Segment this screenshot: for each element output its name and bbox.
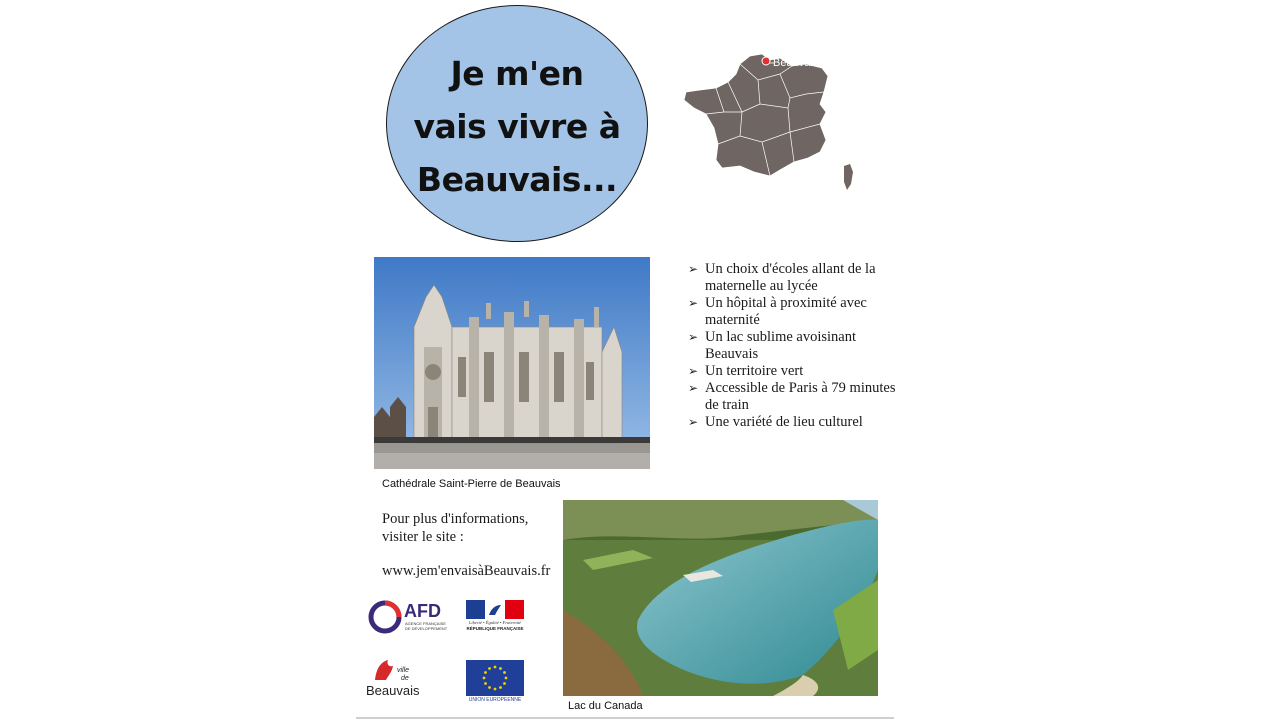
list-item: ➢ Un territoire vert (688, 363, 804, 379)
list-item: ➢ Un choix d'écoles allant de la maternelle au lycée (688, 261, 876, 294)
afd-ring-icon (367, 599, 403, 635)
republique-name: RÉPUBLIQUE FRANÇAISE (466, 626, 524, 631)
list-item: ➢ Une variété de lieu culturel (688, 414, 863, 430)
features-list (688, 261, 898, 431)
info-block (382, 510, 552, 580)
ville-name: Beauvais (366, 683, 420, 698)
lake-caption: Lac du Canada (568, 700, 643, 712)
title-line-1: Je m'en (450, 54, 584, 93)
eu-name: UNION EUROPEENNE (468, 697, 522, 703)
list-item: ➢ Un lac sublime avoisinant Beauvais (688, 329, 857, 362)
france-map (680, 50, 860, 200)
map-city-label: Beauvais (773, 57, 819, 69)
list-item: ➢ Un hôpital à proximité avec maternité (688, 295, 867, 328)
ville-de-beauvais-logo (366, 658, 422, 700)
beauvais-location-marker (762, 57, 770, 65)
cathedral-photo (374, 257, 650, 469)
arrow-bullet-icon: ➢ (688, 381, 699, 395)
arrow-bullet-icon: ➢ (688, 415, 699, 429)
bottom-divider (356, 717, 894, 719)
cathedral-caption: Cathédrale Saint-Pierre de Beauvais (382, 478, 561, 490)
republique-francaise-logo (466, 600, 524, 634)
afd-logo (367, 599, 449, 635)
title-line-2: vais vivre à (413, 107, 621, 146)
arrow-bullet-icon: ➢ (688, 330, 699, 344)
france-mainland (684, 54, 828, 176)
list-item: ➢ Accessible de Paris à 79 minutes de train (688, 380, 896, 413)
poster-title (414, 41, 621, 206)
arrow-bullet-icon: ➢ (688, 262, 699, 276)
title-line-3: Beauvais... (416, 160, 618, 199)
info-text: Pour plus d'informations, visiter le site : (382, 511, 529, 545)
afd-subtitle-2: DE DÉVELOPPEMENT (405, 626, 448, 631)
arrow-bullet-icon: ➢ (688, 364, 699, 378)
afd-subtitle-1: AGENCE FRANÇAISE (405, 621, 446, 626)
union-europeenne-logo (466, 660, 524, 704)
arrow-bullet-icon: ➢ (688, 296, 699, 310)
beauvais-emblem-icon (372, 658, 396, 682)
republique-motto: Liberté • Égalité • Fraternité (468, 620, 522, 625)
afd-name: AFD (404, 601, 441, 621)
title-circle (386, 5, 648, 242)
website-link[interactable]: www.jem'envaisàBeauvais.fr (382, 563, 551, 579)
ville-prefix-2: de (401, 675, 409, 682)
corsica-island (844, 164, 853, 190)
marianne-icon (485, 603, 505, 617)
ville-prefix-1: ville (397, 667, 410, 674)
lake-photo (563, 500, 878, 696)
eu-flag-icon (466, 660, 524, 696)
